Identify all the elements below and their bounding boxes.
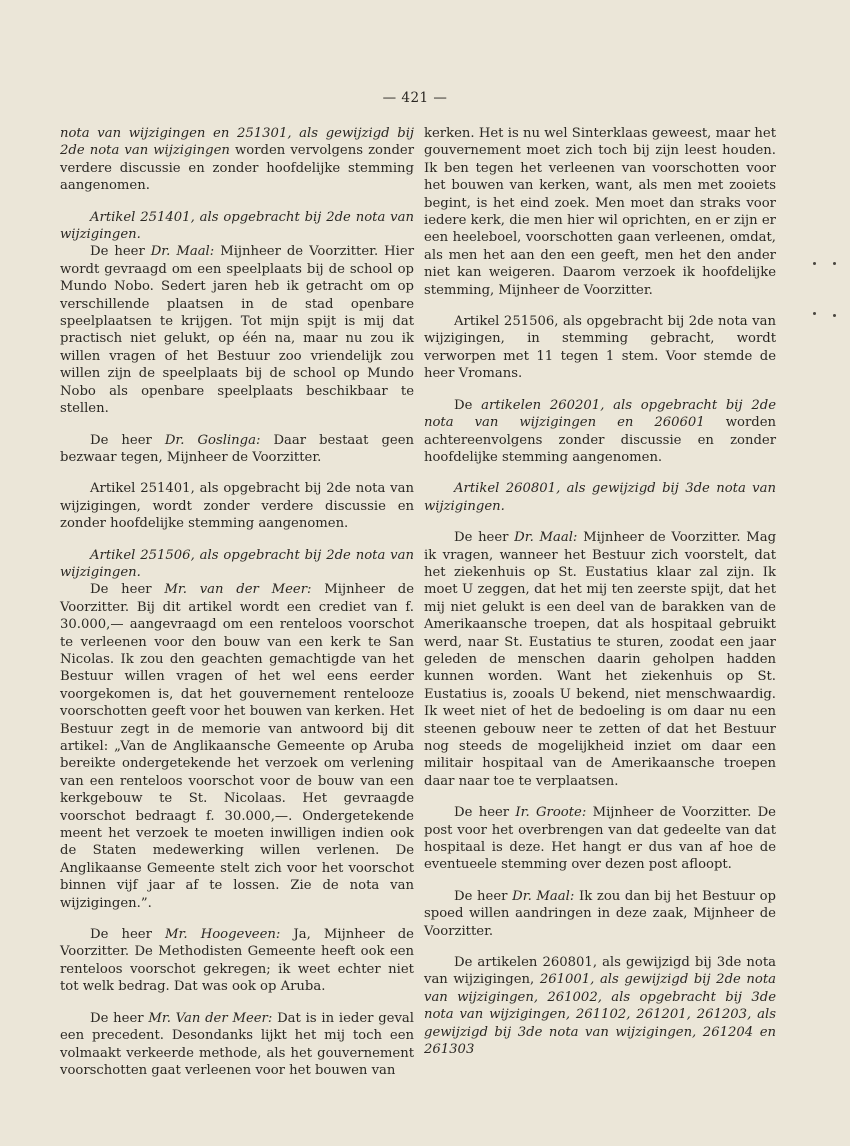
paragraph [424,804,776,874]
body-text: De heer [90,927,166,943]
body-text: De artikelen 260801, als gewijzigd bij 3de nota van wijzigingen, [424,955,776,988]
paragraph [60,432,414,467]
body-text: De heer [454,888,513,904]
article-heading: Artikel 251401, als opgebracht bij 2de nota van wijzigingen. [60,209,414,243]
body-text: Ja, Mijnheer de Voorzitter. De Methodisten Gemeente heeft ook een renteloos voorschot gekregen; ik weet echter niet tot welk bedrag. Dat was ook op Aruba. [60,927,414,995]
body-text: De [454,397,482,413]
margin-dot [813,262,816,265]
italic-text: 261001, als gewijzigd bij 2de nota van wijzigingen, 261002, als opgebracht bij 3de nota van wijzigingen, 261102, 261201, 261203, als gewijzigd bij 3de nota van wijzigingen, 261204 en 261303 [424,972,776,1058]
speaker-name: Mr. Van der Meer: [148,1010,273,1026]
speaker-name: Dr. Maal: [514,530,578,546]
body-text: De heer [454,805,516,821]
body-text: De heer [90,582,165,598]
body-text: Mijnheer de Voorzitter. Hier wordt gevraagd om een speelplaats bij de school op Mundo Nobo. Sedert jaren heb ik getracht om op verschillende plaatsen in de stad openbare speelplaatsen te krijgen. Tot mijn spijt is mij dat practisch niet gelukt, op één na, maar nu zou ik willen vragen of het Bestuur zoo vriendelijk zou willen zijn de speelplaats bij de school op Mundo Nobo als openbare speelplaats beschikbaar te stellen. [60,244,414,417]
paragraph [60,1010,414,1080]
speaker-name: Mr. Hoogeveen: [165,927,281,943]
body-text: Mijnheer de Voorzitter. Bij dit artikel wordt een crediet van f. 30.000,— aangevraagd om een renteloos voorschot te verleenen voor den bouw van een kerk te San Nicolas. Ik zou den geachten gemachtigde van het Bestuur willen vragen of het wel eens eerder voorgekomen is, dat het gouvernement rentelooze voorschotten geeft voor het bouwen van kerken. Het Bestuur zegt in de memorie van antwoord bij dit artikel: „Van de Anglikaansche Gemeente op Aruba bereikte ondergetekende het verzoek om verlening van een renteloos voorschot voor de bouw van een kerkgebouw te St. Nicolaas. Het gevraagde voorschot bedraagt f. 30.000,—. Ondergetekende meent het verzoek te moeten inwilligen indien ook de Staten medewerking willen verlenen. De Anglikaanse Gemeente stelt zich voor het voorschot binnen vijf jaar af te lossen. Zie de nota van wijzigingen.”. [60,582,415,911]
speaker-name: Dr. Maal: [150,244,215,260]
speaker-name: Dr. Maal: [512,888,575,904]
paragraph: kerken. Het is nu wel Sinterklaas geweest, maar het gouvernement moet zich toch bij zijn leest houden. Ik ben tegen het verleenen van voorschotten voor het bouwen van kerken, want, als men met zooiets begint, is het eind zoek. Men moet dan straks voor iedere kerk, die men hier wil oprichten, en er zijn er een heeleboel, voorschotten gaan verleenen, omdat, als men het aan den een geeft, men het den ander niet kan weigeren. Daarom verzoek ik hoofdelijke stemming, Mijnheer de Voorzitter. [424,126,776,298]
page-number: — 421 — [382,90,448,106]
body-text: De heer [90,1010,149,1026]
margin-dot [833,314,836,317]
paragraph [424,954,776,1058]
body-text: Daar bestaat geen bezwaar tegen, Mijnheer de Voorzitter. [60,432,415,465]
paragraph [424,888,776,940]
speaker-name: Mr. van der Meer: [164,582,312,598]
margin-dot [833,262,836,265]
paragraph [60,243,414,417]
right-column [424,125,776,1073]
paragraph [60,926,414,996]
paragraph: Artikel 251506, als opgebracht bij 2de nota van wijzigingen, in stemming gebracht, wordt verworpen met 11 tegen 1 stem. Voor stemde de heer Vromans. [424,314,776,382]
paragraph [424,529,776,790]
body-text: De heer [90,432,165,448]
body-text: worden achtereenvolgens zonder discussie en zonder hoofdelijke stemming aangenomen. [424,415,776,465]
paragraph [424,397,776,467]
body-text: Dat is in ieder geval een precedent. Desondanks lijkt het mij toch een volmaakt verkeerde methode, als het gouvernement voorschotten gaat verleenen voor het bouwen van [60,1010,414,1078]
speaker-name: Ir. Groote: [515,805,587,821]
body-text: worden vervolgens zonder verdere discussie en zonder hoofdelijke stemming aangenomen. [60,143,414,194]
italic-text: artikelen 260201, als opgebracht bij 2de nota van wijzigingen en 260601 [424,397,776,431]
left-column [60,125,414,1093]
article-heading: Artikel 251506, als opgebracht bij 2de nota van wijzigingen. [60,547,414,580]
paragraph [60,581,414,912]
body-text: De heer [90,244,151,260]
body-text: De heer [454,530,515,546]
body-text: Mijnheer de Voorzitter. De post voor het overbrengen van dat gedeelte van dat hospitaal is deze. Het hangt er dus van af hoe de eventueele stemming over dezen post afloopt. [424,805,776,873]
speaker-name: Dr. Goslinga: [164,432,261,448]
article-heading: Artikel 260801, als gewijzigd bij 3de nota van wijzigingen. [424,481,776,514]
italic-text: nota van wijzigingen en 251301, als gewijzigd bij 2de nota van wijzigingen [60,126,414,159]
paragraph: Artikel 251401, als opgebracht bij 2de nota van wijzigingen, wordt zonder verdere discussie en zonder hoofdelijke stemming aangenomen. [60,481,414,532]
paragraph [60,125,414,195]
body-text: Ik zou dan bij het Bestuur op spoed willen aandringen in deze zaak, Mijnheer de Voorzitter. [424,888,776,939]
margin-dot [813,312,816,315]
body-text: Mijnheer de Voorzitter. Mag ik vragen, wanneer het Bestuur zich voorstelt, dat het ziekenhuis op St. Eustatius klaar zal zijn. Ik moet U zeggen, dat het mij ten zeerste spijt, dat het mij niet gelukt is een deel van de barakken van de Amerikaansche troepen, dat als hospitaal gebruikt werd, naar St. Eustatius te sturen, zoodat een jaar geleden de menschen daarin geholpen hadden kunnen worden. Want het ziekenhuis op St. Eustatius is, zooals U bekend, niet menschwaardig. Ik weet niet of het de bedoeling is om daar nu een steenen gebouw neer te zetten of dat het Bestuur nog steeds de mogelijkheid inziet om daar een militair hospitaal van de Amerikaansche troepen daar naar toe te verplaatsen. [424,530,777,789]
